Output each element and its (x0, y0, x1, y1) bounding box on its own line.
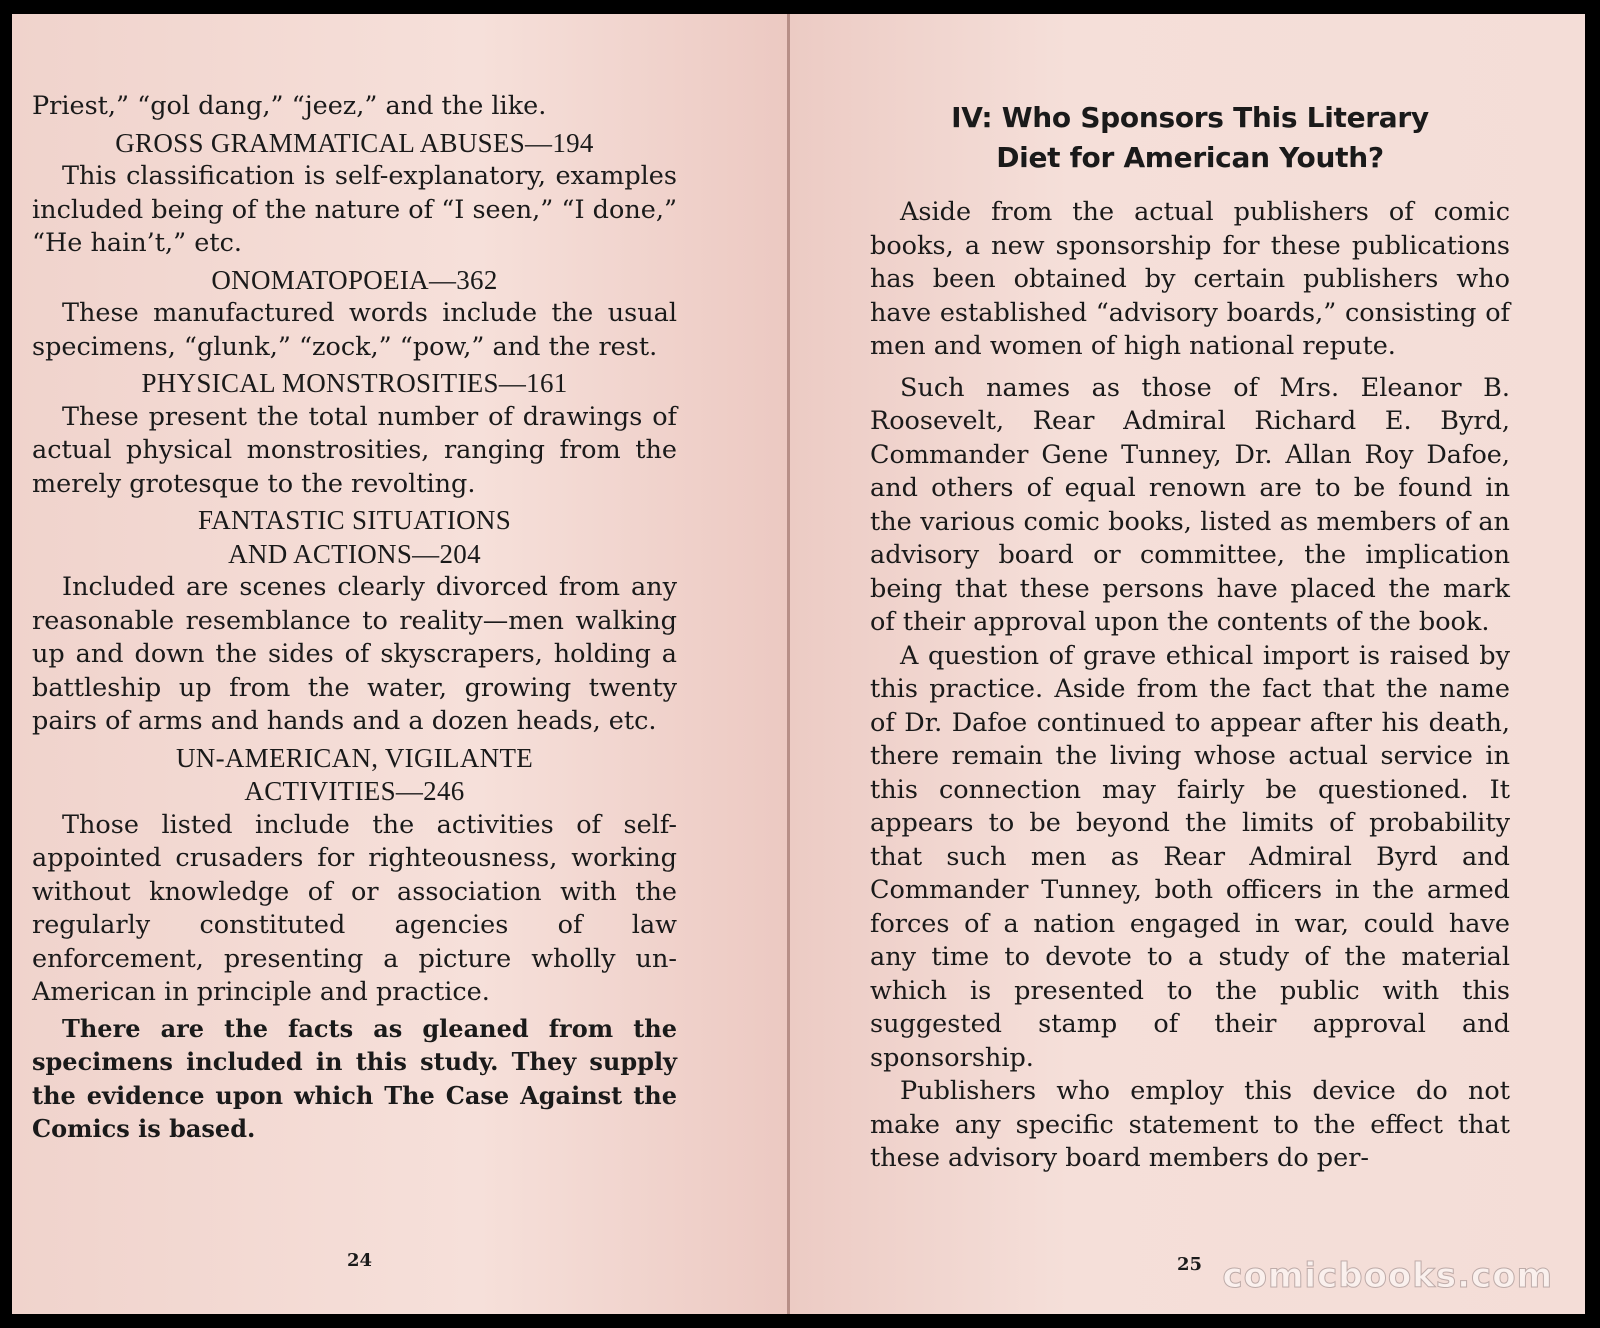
paragraph-grammatical-abuses: This classification is self-explanatory, examples included being of the nature of “I seen,” “I done,” “He hain’t,” etc. (32, 161, 677, 258)
paragraph-vigilante: Those listed include the activities of self-appointed crusaders for righteousness, working without knowledge of or association with the regularly constituted agencies of law enforcement, presenting a picture wholly un-American in principle and practice. (32, 809, 677, 1007)
paragraph-onomatopoeia: These manufactured words include the usual specimens, “glunk,” “zock,” “pow,” and the rest. (32, 298, 677, 362)
left-page-body (32, 90, 677, 1146)
chapter-title-line2: Diet for American Youth? (996, 141, 1384, 174)
paragraph-conclusion: There are the facts as gleaned from the specimens included in this study. They supply the evidence upon which The Case Against the Comics is based. (32, 1013, 677, 1143)
page-number-left: 24 (347, 1250, 373, 1271)
paragraph-physical-monstrosities: These present the total number of drawings of actual physical monstrosities, ranging from the merely grotesque to the revolting. (32, 401, 677, 499)
paragraph-ethical-question: A question of grave ethical import is raised by this practice. Aside from the fact that the name of Dr. Dafoe continued to appear after his death, there remain the living whose actual service in this connection may fairly be questioned. It appears to be beyond the limits of probability that such men as Rear Admiral Byrd and Commander Tunney, both officers in the armed forces of a nation engaged in war, could have any time to devote to a study of the material which is presented to the public with this suggested stamp of their approval and sponsorship. (870, 640, 1510, 1073)
section-heading-fantastic-situations-line2: AND ACTIONS—204 (228, 538, 481, 569)
paragraph-continuation: Priest,” “gol dang,” “jeez,” and the like. (32, 91, 547, 121)
section-heading-vigilante: UN-AMERICAN, VIGILANTE (175, 742, 534, 773)
paragraph-names: Such names as those of Mrs. Eleanor B. Roosevelt, Rear Admiral Richard E. Byrd, Commander Gene Tunney, Dr. Allan Roy Dafoe, and others of equal renown are to be found in the various comic books, listed as members of an advisory board or committee, the implication being that these persons have placed the mark of their approval upon the contents of the book. (870, 372, 1510, 637)
watermark: comicbooks.com (1222, 1256, 1553, 1296)
section-heading-grammatical-abuses: GROSS GRAMMATICAL ABUSES—194 (115, 127, 594, 158)
chapter-title-line1: IV: Who Sponsors This Literary (951, 101, 1429, 134)
section-heading-onomatopoeia: ONOMATOPOEIA—362 (211, 264, 498, 295)
page-number-right: 25 (1177, 1254, 1203, 1275)
section-heading-vigilante-line2: ACTIVITIES—246 (244, 776, 465, 806)
right-page-body (870, 196, 1510, 1176)
paragraph-publishers: Publishers who employ this device do not make any specific statement to the effect that these advisory board members do per- (870, 1076, 1510, 1173)
paragraph-fantastic-situations: Included are scenes clearly divorced from any reasonable resemblance to reality—men walking up and down the sides of skyscrapers, holding a battleship up from the water, growing twenty pairs of arms and hands and a dozen heads, etc. (32, 572, 677, 736)
book-spread (10, 10, 1590, 1316)
chapter-title (870, 98, 1510, 178)
right-page (790, 14, 1585, 1314)
left-page (12, 14, 787, 1314)
paragraph-sponsorship: Aside from the actual publishers of comic books, a new sponsorship for these publications has been obtained by certain publishers who have established “advisory boards,” consisting of men and women of high national repute. (870, 197, 1510, 361)
section-heading-physical-monstrosities: PHYSICAL MONSTROSITIES—161 (141, 368, 568, 398)
section-heading-fantastic-situations: FANTASTIC SITUATIONS (197, 505, 512, 535)
